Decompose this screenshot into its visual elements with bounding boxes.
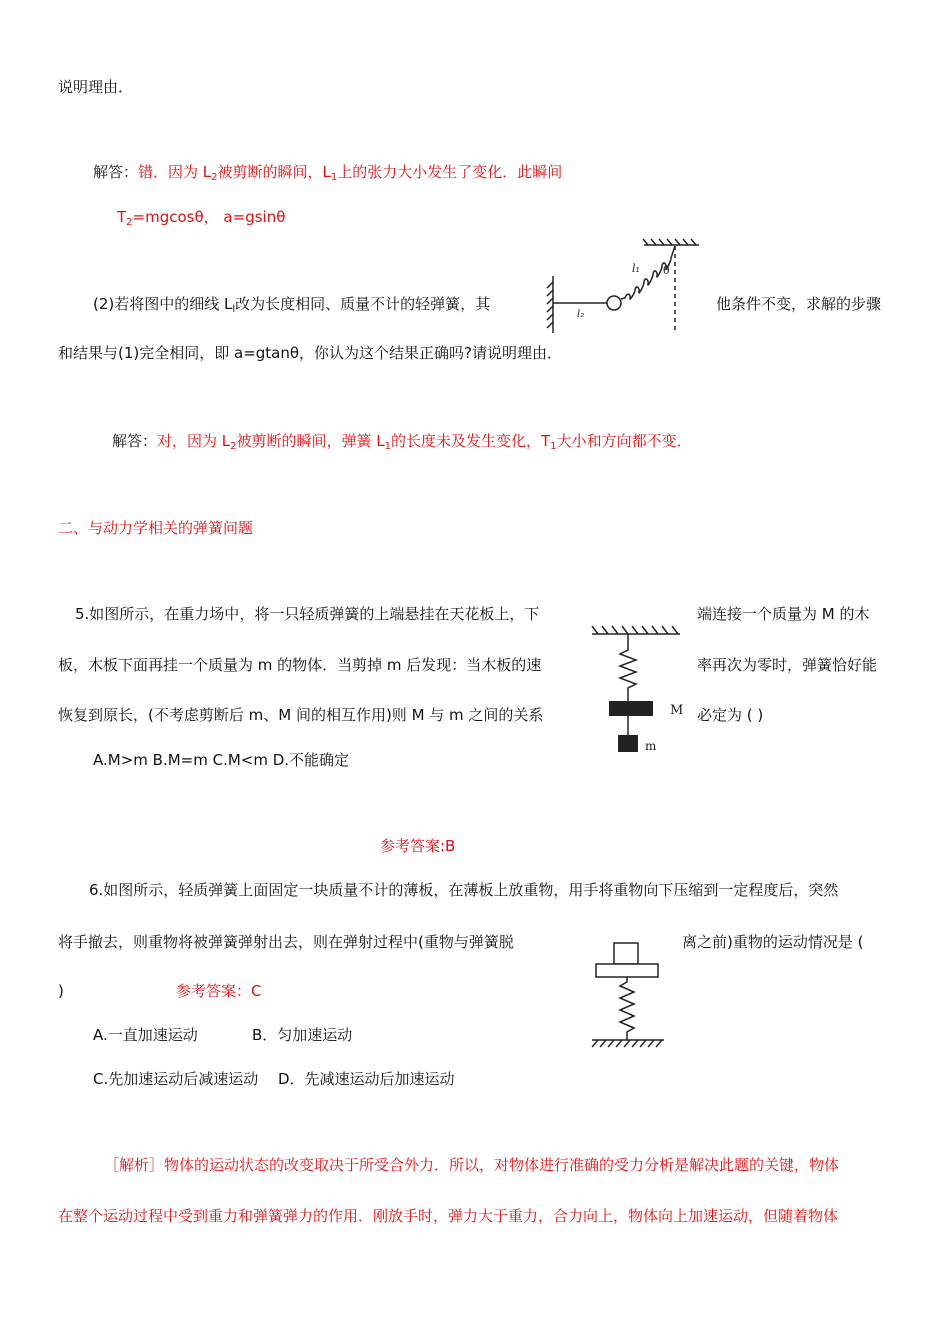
question-5-line1-right: 端连接一个质量为 M 的木	[697, 605, 870, 623]
question-6-option-b: B．匀加速运动	[252, 1026, 353, 1044]
question-5-line3-right: 必定为 ( )	[697, 706, 764, 724]
block-m	[618, 735, 638, 752]
question-5-line1-left: 5.如图所示，在重力场中，将一只轻质弹簧的上端悬挂在天花板上，下	[75, 605, 540, 623]
question-6-answer: 参考答案：C	[176, 982, 262, 1000]
board-M	[609, 701, 653, 716]
section-2-title: 二、与动力学相关的弹簧问题	[58, 519, 254, 537]
answer-4-1	[93, 161, 562, 189]
question-6-option-a: A.一直加速运动	[93, 1026, 198, 1044]
analysis-line2: 在整个运动过程中受到重力和弹簧弹力的作用．刚放手时，弹力大于重力，合力向上，物体向上加速运动，但随着物体	[58, 1207, 839, 1225]
question-6-option-c: C.先加速运动后减速运动	[93, 1070, 259, 1088]
question-4-2-line1-right: 他条件不变，求解的步骤	[716, 295, 882, 313]
question-6-paren: )	[58, 982, 64, 1000]
label-l2: l₂	[577, 309, 585, 320]
question-4-2-line1: (2)若将图中的细线 $L_l$改为长度相同、质量不计的轻弹簧，其	[93, 295, 491, 315]
label-l1: l₁	[632, 262, 640, 275]
label-m: m	[645, 739, 657, 753]
question-6-line2-right: 离之前)重物的运动情况是 (	[682, 933, 864, 951]
compressed-spring-figure	[586, 940, 668, 1052]
question-6-line2-left: 将手撤去，则重物将被弹簧弹射出去，则在弹射过程中(重物与弹簧脱	[58, 933, 514, 951]
label-M: M	[670, 703, 684, 718]
question-5-line3-left: 恢复到原长，(不考虑剪断后 m、M 间的相互作用)则 M 与 m 之间的关系	[58, 706, 544, 724]
question-5-line2-left: 板，木板下面再挂一个质量为 m 的物体．当剪掉 m 后发现：当木板的速	[58, 656, 542, 674]
question-6-option-d: D．先减速运动后加速运动	[278, 1070, 455, 1088]
question-4-2-line2: 和结果与(1)完全相同，即 a=gtanθ，你认为这个结果正确吗?请说明理由．	[58, 344, 563, 362]
answer-4-2: 解答：对，因为 $L_2$被剪断的瞬间，弹簧 $L_1$的长度未及发生变化，$T_1$大小和方向都不变．	[112, 432, 692, 452]
analysis-line1: ［解析］物体的运动状态的改变取决于所受合外力．所以，对物体进行准确的受力分析是解决此题的关键，物体	[104, 1156, 840, 1174]
question-6-line1: 6.如图所示，轻质弹簧上面固定一块质量不计的薄板，在薄板上放重物，用手将重物向下压缩到一定程度后，突然	[89, 881, 839, 899]
answer-label: 解答：	[93, 163, 139, 181]
question-5-line2-right: 率再次为零时，弹簧恰好能	[697, 656, 878, 674]
q4-continuation: 说明理由．	[58, 78, 134, 96]
question-5-answer: 参考答案:B	[380, 837, 456, 855]
label-theta: θ	[663, 264, 670, 277]
answer-text: 错．因为 $L_2$被剪断的瞬间，$L_1$上的张力大小发生了变化．此瞬间	[138, 163, 563, 183]
hanging-spring-figure	[590, 622, 690, 762]
answer-4-1-formula: $T_2=mgcos\theta$， a=gsinθ	[117, 208, 286, 228]
pendulum-spring-figure	[544, 236, 704, 336]
question-5-options: A.M>m B.M=m C.M<m D.不能确定	[93, 751, 350, 769]
